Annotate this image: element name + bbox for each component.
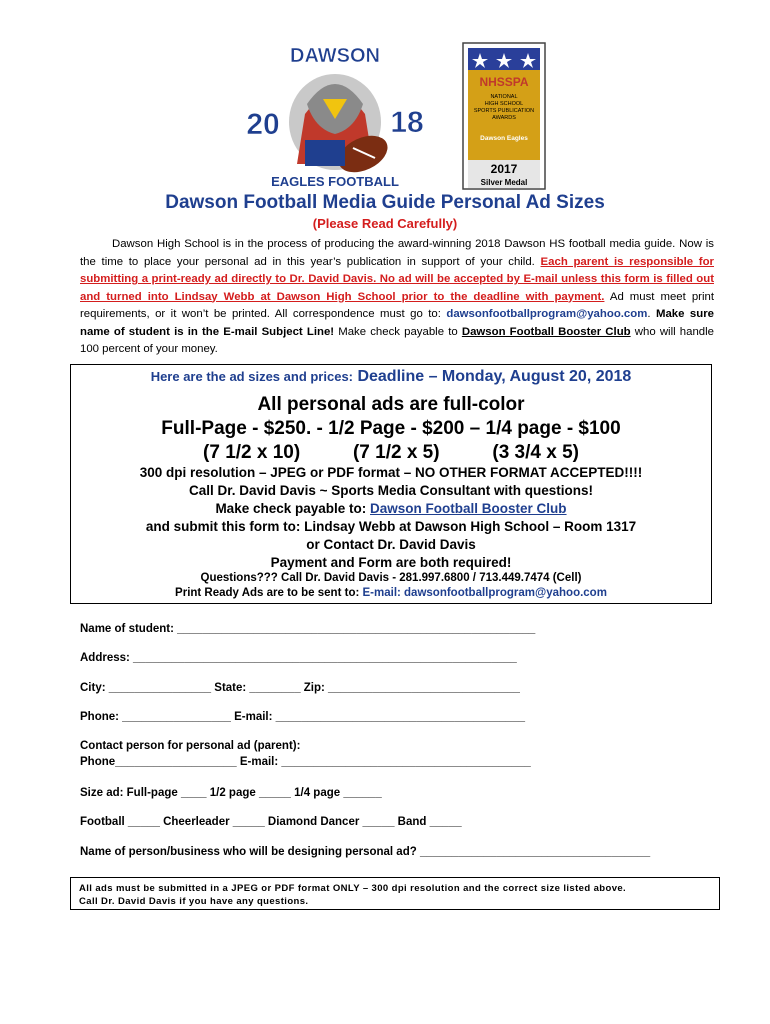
designer-field[interactable]: Name of person/business who will be designing personal ad? ____________________________________ <box>80 846 651 858</box>
intro-warning: Each parent is responsible for submitting a print-ready ad directly to Dr. David Davis. No ad will be accepted by E-mail unless this form is filled out and turned into Lindsay Webb at Dawson High School prior to the deadline with payment. <box>80 255 714 303</box>
city-state-zip-field[interactable]: City: ________________ State: ________ Zip: ______________________________ <box>80 682 520 694</box>
print-ready-line <box>71 587 711 599</box>
questions-line: Questions??? Call Dr. David Davis - 281.997.6800 / 713.449.7474 (Cell) <box>200 572 582 584</box>
svg-text:HIGH SCHOOL: HIGH SCHOOL <box>484 101 524 107</box>
page-subtitle: (Please Read Carefully) <box>312 216 458 231</box>
dimensions-line: (7 1/2 x 10) (7 1/2 x 5) (3 3/4 x 5) <box>203 442 579 463</box>
fullcolor-line: All personal ads are full-color <box>257 394 525 415</box>
address-field[interactable]: Address: ____________________________________________________________ <box>80 652 517 664</box>
intro-text-3: . <box>647 308 651 320</box>
deadline-date: Deadline – Monday, August 20, 2018 <box>357 368 632 385</box>
svg-text:AWARDS: AWARDS <box>492 115 516 121</box>
intro-payee: Dawson Football Booster Club <box>461 325 631 338</box>
footer-line-2: Call Dr. David Davis if you have any questions. <box>79 896 309 907</box>
prices-line: Full-Page - $250. - 1/2 Page - $200 – 1/4 page - $100 <box>161 418 621 439</box>
logo-top-text: DAWSON <box>290 45 380 67</box>
footer-line-1: All ads must be submitted in a JPEG or PDF format ONLY – 300 dpi resolution and the correct size listed above. <box>79 883 627 894</box>
contact-person-label: Contact person for personal ad (parent): <box>80 740 301 752</box>
logo-year-left: 20 <box>246 108 280 141</box>
badge-year: 2017 <box>490 162 518 176</box>
badge-medal: Silver Medal <box>480 178 528 187</box>
check-line <box>71 501 711 516</box>
badge-team: Dawson Eagles <box>480 135 528 142</box>
print-ready-label: Print Ready Ads are to be sent to: <box>175 587 360 599</box>
check-label: Make check payable to: <box>215 501 367 516</box>
intro-text-1: Dawson High School is in the process of producing the award-winning 2018 Dawson HS football media guide. Now is the time to place your personal ad in this year’s publication in support of your child. <box>80 238 714 268</box>
phone-email-field[interactable]: Phone: _________________ E-mail: _______________________________________ <box>80 711 526 723</box>
footer-note-box <box>70 877 720 910</box>
intro-text-4: Make check payable to <box>338 325 458 338</box>
intro-paragraph <box>80 236 714 359</box>
dawson-eagles-logo <box>235 44 435 192</box>
svg-text:NATIONAL: NATIONAL <box>490 94 518 100</box>
intro-subject-note: Make sure name of student is in the E-mail Subject Line! <box>80 308 714 338</box>
badge-abbr: NHSSPA <box>479 75 529 89</box>
deadline-line <box>71 368 711 386</box>
ad-size-field[interactable]: Size ad: Full-page ____ 1/2 page _____ 1/4 page ______ <box>80 787 382 799</box>
group-field[interactable]: Football _____ Cheerleader _____ Diamond Dancer _____ Band _____ <box>80 816 462 828</box>
page-title: Dawson Football Media Guide Personal Ad Sizes <box>165 192 605 213</box>
call-line: Call Dr. David Davis ~ Sports Media Consultant with questions! <box>189 483 593 498</box>
resolution-line: 300 dpi resolution – JPEG or PDF format – NO OTHER FORMAT ACCEPTED!!!! <box>139 465 643 480</box>
svg-text:SPORTS PUBLICATION: SPORTS PUBLICATION <box>473 108 535 114</box>
student-name-field[interactable]: Name of student: ________________________________________________________ <box>80 623 536 635</box>
logo-year-right: 18 <box>390 106 424 139</box>
nhsspa-award-badge <box>462 42 546 190</box>
sizes-label: Here are the ad sizes and prices: <box>150 369 353 384</box>
ad-sizes-box <box>70 364 712 604</box>
intro-email-link[interactable]: dawsonfootballprogram@yahoo.com <box>446 308 648 320</box>
required-line: Payment and Form are both required! <box>270 555 512 570</box>
submit-line: and submit this form to: Lindsay Webb at Dawson High School – Room 1317 <box>145 519 637 534</box>
contact-line: or Contact Dr. David Davis <box>306 537 476 552</box>
logo-bottom-text: EAGLES FOOTBALL <box>271 174 399 189</box>
contact-phone-email-field[interactable]: Phone___________________ E-mail: _______________________________________ <box>80 756 531 768</box>
intro-text-5: who will handle 100 percent of your money. <box>80 325 714 355</box>
intro-text-2: Ad must meet print requirements, or it won’t be printed. All correspondence must go to: <box>80 290 714 320</box>
print-ready-email[interactable]: E-mail: dawsonfootballprogram@yahoo.com <box>362 587 607 599</box>
check-payee-link[interactable]: Dawson Football Booster Club <box>370 501 567 516</box>
